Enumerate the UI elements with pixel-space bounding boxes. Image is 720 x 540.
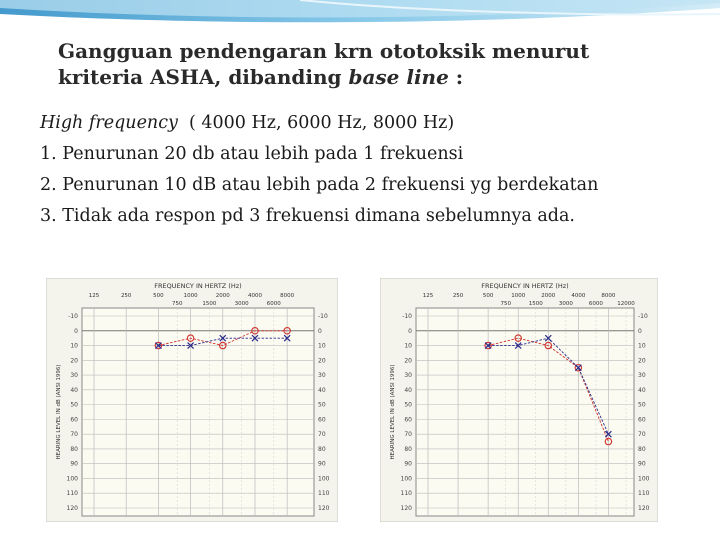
audiogram-ytick-right: 50: [638, 401, 646, 409]
criteria-heading: [40, 108, 710, 139]
audiogram-plot-area: [82, 308, 314, 516]
audiogram-xtick-top: 250: [120, 293, 132, 299]
audiogram-baseline: [46, 278, 338, 522]
audiogram-ytick-left: 80: [70, 445, 78, 453]
audiogram-ytick-right: 20: [638, 357, 646, 365]
title-line-1: Gangguan pendengaran krn ototoksik menurut: [58, 39, 590, 63]
audiogram-ytick-left: 90: [404, 460, 412, 468]
audiogram-ytick-right: 110: [318, 490, 330, 498]
audiogram-ytick-left: 40: [70, 386, 78, 394]
audiogram-ytick-right: -10: [318, 313, 328, 320]
title-line-2-italic: base line: [348, 65, 449, 89]
audiogram-ytick-left: 120: [66, 505, 78, 512]
audiogram-ytick-left: 60: [70, 416, 78, 424]
audiogram-ytick-right: 70: [318, 431, 326, 439]
audiogram-xtick-top: 125: [88, 293, 100, 299]
audiogram-xtick-bottom: 1500: [202, 301, 217, 307]
audiogram-xtick-top: 4000: [571, 293, 586, 299]
audiogram-ytick-left: 70: [404, 431, 412, 439]
audiogram-xtick-top: 2000: [541, 293, 556, 299]
audiogram-ytick-left: 110: [66, 490, 78, 498]
audiogram-ytick-left: 100: [400, 475, 412, 483]
audiogram-ytick-left: 100: [66, 475, 78, 483]
audiogram-ytick-right: 50: [318, 401, 326, 409]
audiogram-ytick-right: 30: [318, 372, 326, 380]
title-line-2-suffix: :: [448, 65, 464, 89]
audiogram-xtick-top: 1000: [183, 293, 198, 299]
audiogram-ytick-left: 0: [408, 327, 412, 335]
criteria-heading-rest: ( 4000 Hz, 6000 Hz, 8000 Hz): [177, 113, 455, 133]
audiogram-svg-1: [380, 278, 658, 522]
audiogram-ytick-left: 120: [400, 505, 412, 512]
criteria-item-1: 1. Penurunan 20 db atau lebih pada 1 frekuensi: [40, 144, 464, 164]
audiogram-xtick-bottom: 1500: [528, 301, 543, 307]
audiogram-ytick-right: 10: [318, 342, 326, 350]
audiogram-ytick-left: -10: [68, 313, 78, 320]
audiogram-xtick-top: 250: [452, 293, 464, 299]
audiogram-ytick-left: 20: [404, 357, 412, 365]
audiogram-ytick-left: 10: [404, 342, 412, 350]
audiogram-ytick-right: 40: [318, 386, 326, 394]
audiogram-xtick-bottom: 6000: [588, 301, 603, 307]
audiogram-ytick-right: 90: [318, 460, 326, 468]
audiogram-xtick-top: 8000: [280, 293, 295, 299]
audiogram-xtick-top: 500: [153, 293, 164, 299]
audiogram-ytick-right: 80: [638, 445, 646, 453]
audiogram-ytick-left: 80: [404, 445, 412, 453]
audiogram-xtick-bottom: 6000: [266, 301, 281, 307]
audiogram-xtick-bottom: 750: [500, 301, 511, 307]
audiogram-ylabel: HEARING LEVEL IN dB (ANSI 1996): [390, 364, 396, 460]
audiogram-ytick-left: 0: [74, 327, 78, 335]
audiogram-ytick-left: 60: [404, 416, 412, 424]
audiogram-xtick-bottom: 12000: [617, 301, 635, 307]
audiogram-ytick-right: 0: [318, 327, 322, 335]
body-text: [40, 108, 710, 232]
audiogram-title: FREQUENCY IN HERTZ (Hz): [154, 282, 242, 290]
audiogram-ytick-right: 10: [638, 342, 646, 350]
audiogram-xtick-bottom: 3000: [558, 301, 573, 307]
audiogram-xtick-top: 1000: [511, 293, 526, 299]
audiogram-ytick-right: 40: [638, 386, 646, 394]
criteria-item-2: 2. Penurunan 10 dB atau lebih pada 2 frekuensi yg berdekatan: [40, 175, 599, 195]
audiogram-ytick-right: 60: [318, 416, 326, 424]
audiogram-ytick-left: 50: [70, 401, 78, 409]
audiogram-ytick-right: 100: [638, 475, 650, 483]
audiogram-svg-0: [46, 278, 338, 522]
audiogram-ytick-right: 30: [638, 372, 646, 380]
audiogram-ytick-right: 70: [638, 431, 646, 439]
audiogram-ytick-right: 0: [638, 327, 642, 335]
audiogram-xtick-top: 8000: [601, 293, 616, 299]
criteria-heading-italic: High frequency: [40, 113, 178, 133]
audiogram-ytick-left: 20: [70, 357, 78, 365]
audiogram-xtick-bottom: 750: [171, 301, 183, 307]
audiogram-ytick-right: 60: [638, 416, 646, 424]
audiogram-xtick-top: 125: [422, 293, 434, 299]
audiogram-ytick-left: 10: [70, 342, 78, 350]
audiogram-ytick-right: 20: [318, 357, 326, 365]
audiogram-ototoxic: [380, 278, 658, 522]
audiogram-ytick-left: -10: [402, 313, 412, 320]
audiogram-plot-area: [416, 308, 634, 516]
title-line-2-prefix: kriteria ASHA, dibanding: [58, 65, 349, 89]
audiogram-xtick-top: 2000: [215, 293, 230, 299]
audiogram-ytick-left: 30: [70, 372, 78, 380]
audiogram-ytick-right: -10: [638, 313, 648, 320]
audiogram-ytick-left: 40: [404, 386, 412, 394]
audiogram-ytick-left: 30: [404, 372, 412, 380]
audiogram-ytick-right: 100: [318, 475, 330, 483]
audiogram-ytick-left: 110: [400, 490, 412, 498]
audiogram-ytick-right: 120: [638, 505, 650, 512]
audiogram-xtick-bottom: 3000: [234, 301, 249, 307]
audiogram-xtick-top: 500: [482, 293, 494, 299]
audiogram-ytick-right: 120: [318, 505, 330, 512]
audiogram-ytick-right: 90: [638, 460, 646, 468]
audiogram-ytick-left: 90: [70, 460, 78, 468]
audiogram-ytick-right: 80: [318, 445, 326, 453]
criteria-item-3: 3. Tidak ada respon pd 3 frekuensi dimana sebelumnya ada.: [40, 206, 575, 226]
audiogram-ytick-left: 50: [404, 401, 412, 409]
audiogram-xtick-top: 4000: [247, 293, 262, 299]
title-line-2: [58, 64, 698, 90]
audiogram-ytick-left: 70: [70, 431, 78, 439]
slide-title: [58, 38, 698, 90]
audiogram-ytick-right: 110: [638, 490, 650, 498]
audiogram-title: FREQUENCY IN HERTZ (Hz): [481, 282, 569, 290]
audiogram-ylabel: HEARING LEVEL IN dB (ANSI 1996): [56, 364, 62, 460]
